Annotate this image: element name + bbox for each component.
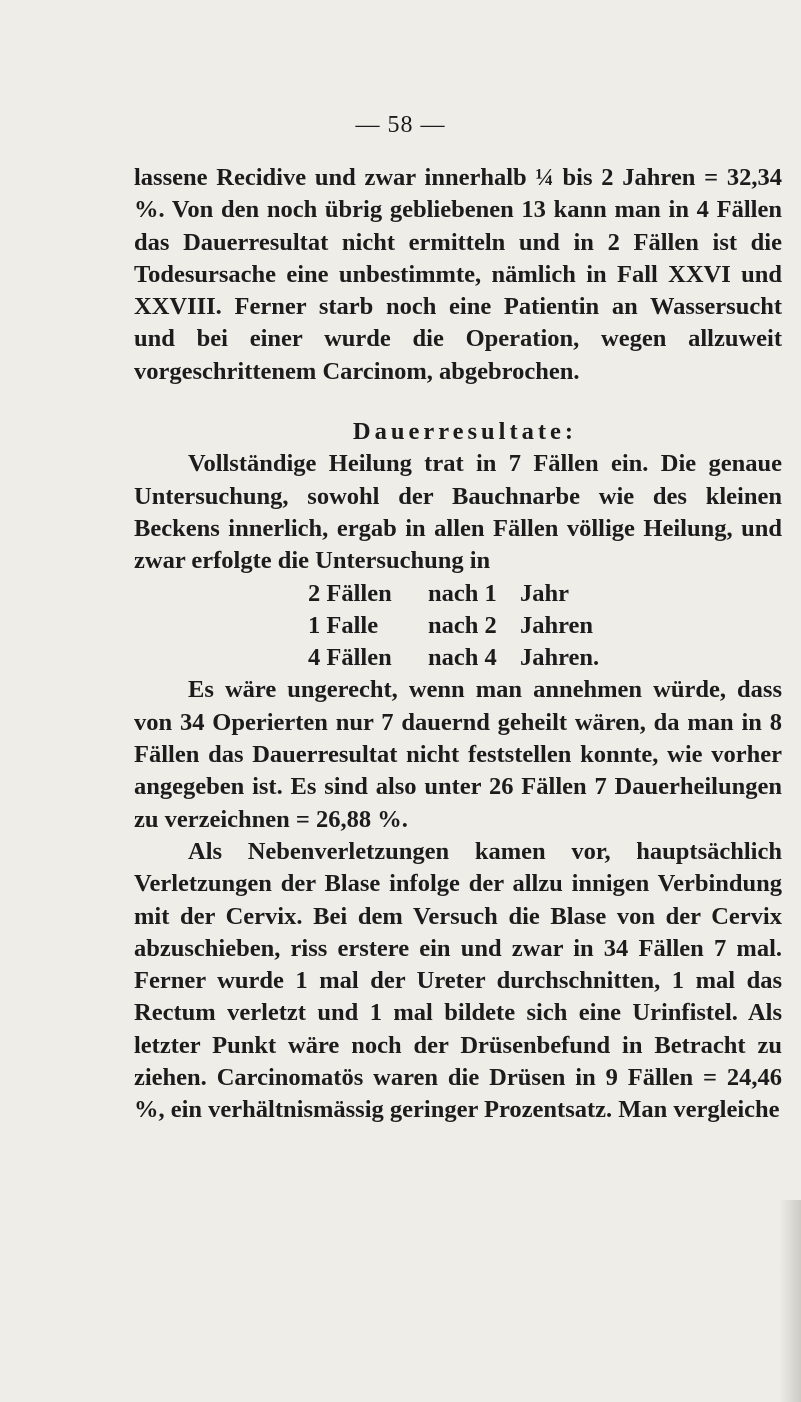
paragraph-recidive: lassene Recidive und zwar innerhalb ¼ bis 2 Jahren = 32,34 %. Von den noch übrig gebliebenen 13 kann man in 4 Fällen das Dauerresultat nicht ermitteln und in 2 Fällen ist die Todesursache eine unbestimmte, nämlich in Fall XXVI und XXVIII. Ferner starb noch eine Patientin an Wassersucht und bei einer wurde die Operation, wegen allzuweit vorgeschrittenem Carcinom, abgebrochen. (134, 164, 782, 385)
list-item-after: nach 1 (428, 579, 497, 607)
list-item-count: 4 Fällen (308, 644, 392, 672)
list-item-unit: Jahren. (520, 644, 600, 672)
list-item-unit: Jahren (520, 611, 594, 639)
follow-up-list (134, 578, 782, 675)
list-item-after: nach 2 (428, 611, 497, 639)
page-edge-shadow (779, 1200, 801, 1402)
list-item-unit: Jahr (520, 579, 569, 607)
paragraph-heilung: Vollständige Heilung trat in 7 Fällen ein. Die genaue Untersuchung, sowohl der Bauchnarbe wie des kleinen Beckens innerlich, ergab in allen Fällen völlige Heilung, und zwar erfolgte die Untersuchung in (134, 450, 782, 575)
list-item-count: 1 Falle (308, 611, 379, 639)
list-item (308, 610, 782, 642)
body-text (134, 162, 782, 1127)
list-item (308, 642, 782, 674)
page-number: — 58 — (355, 112, 446, 138)
list-item-count: 2 Fällen (308, 579, 392, 607)
section-heading-dauerresultate: Dauerresultate: (352, 418, 578, 446)
list-item-after: nach 4 (428, 644, 497, 672)
list-item (308, 578, 782, 610)
paragraph-nebenverletzungen: Als Nebenverletzungen kamen vor, hauptsächlich Verletzungen der Blase infolge der allzu innigen Verbindung mit der Cervix. Bei dem Versuch die Blase von der Cervix abzuschieben, riss erstere ein und zwar in 34 Fällen 7 mal. Ferner wurde 1 mal der Ureter durchschnitten, 1 mal das Rectum verletzt und 1 mal bildete sich eine Urinfistel. Als letzter Punkt wäre noch der Drüsenbefund in Betracht zu ziehen. Carcinomatös waren die Drüsen in 9 Fällen = 24,46 %, ein verhältnismässig geringer Prozentsatz. Man vergleiche (134, 837, 782, 1124)
paragraph-ungerecht: Es wäre ungerecht, wenn man annehmen würde, dass von 34 Operierten nur 7 dauernd geheilt wären, da man in 8 Fällen das Dauerresultat nicht feststellen konnte, wie vorher angegeben ist. Es sind also unter 26 Fällen 7 Dauerheilungen zu verzeichnen = 26,88 %. (134, 676, 782, 833)
